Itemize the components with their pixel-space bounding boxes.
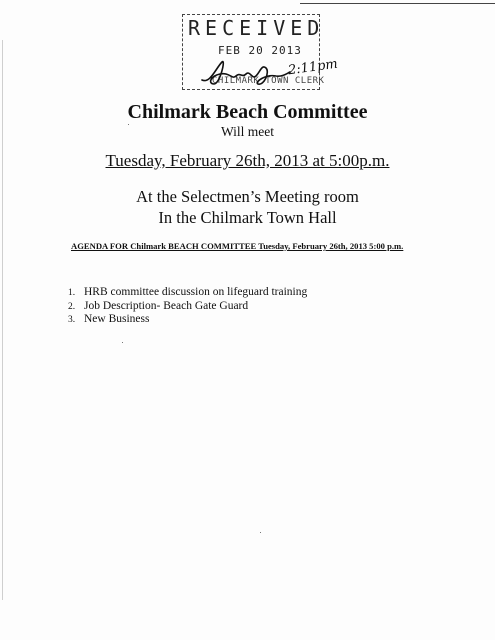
stamp-office: CHILMARK TOWN CLERK <box>212 76 325 86</box>
agenda-item-text: Job Description- Beach Gate Guard <box>84 299 249 312</box>
agenda-item-text: HRB committee discussion on lifeguard training <box>84 286 308 298</box>
stamp-time-note: 2:11pm <box>287 56 339 79</box>
agenda-item-text: New Business <box>84 313 150 325</box>
stamp-received-text: RECEIVED <box>188 16 325 40</box>
agenda-item-number: 2. <box>68 301 76 312</box>
committee-title: Chilmark Beach Committee <box>127 101 368 123</box>
agenda-item <box>68 300 307 314</box>
scan-speck <box>260 532 261 533</box>
meeting-date-time: Tuesday, February 26th, 2013 at 5:00p.m. <box>105 151 390 170</box>
agenda-heading: AGENDA FOR Chilmark BEACH COMMITTEE Tuesday, February 26th, 2013 5:00 p.m. <box>71 241 404 251</box>
received-stamp <box>182 14 339 94</box>
meeting-location-line1: At the Selectmen’s Meeting room <box>136 187 359 206</box>
stamp-date: FEB 20 2013 <box>218 44 302 57</box>
agenda-item <box>68 313 307 327</box>
agenda-item-number: 3. <box>68 315 76 325</box>
meeting-location-line2: In the Chilmark Town Hall <box>158 208 337 227</box>
scan-speck <box>128 124 129 125</box>
scan-speck <box>122 342 123 343</box>
will-meet-text: Will meet <box>220 124 275 139</box>
scan-edge-line <box>300 3 495 4</box>
agenda-list <box>68 286 307 327</box>
signature-icon <box>196 54 292 90</box>
agenda-item <box>68 286 307 300</box>
agenda-item-number: 1. <box>68 288 76 298</box>
